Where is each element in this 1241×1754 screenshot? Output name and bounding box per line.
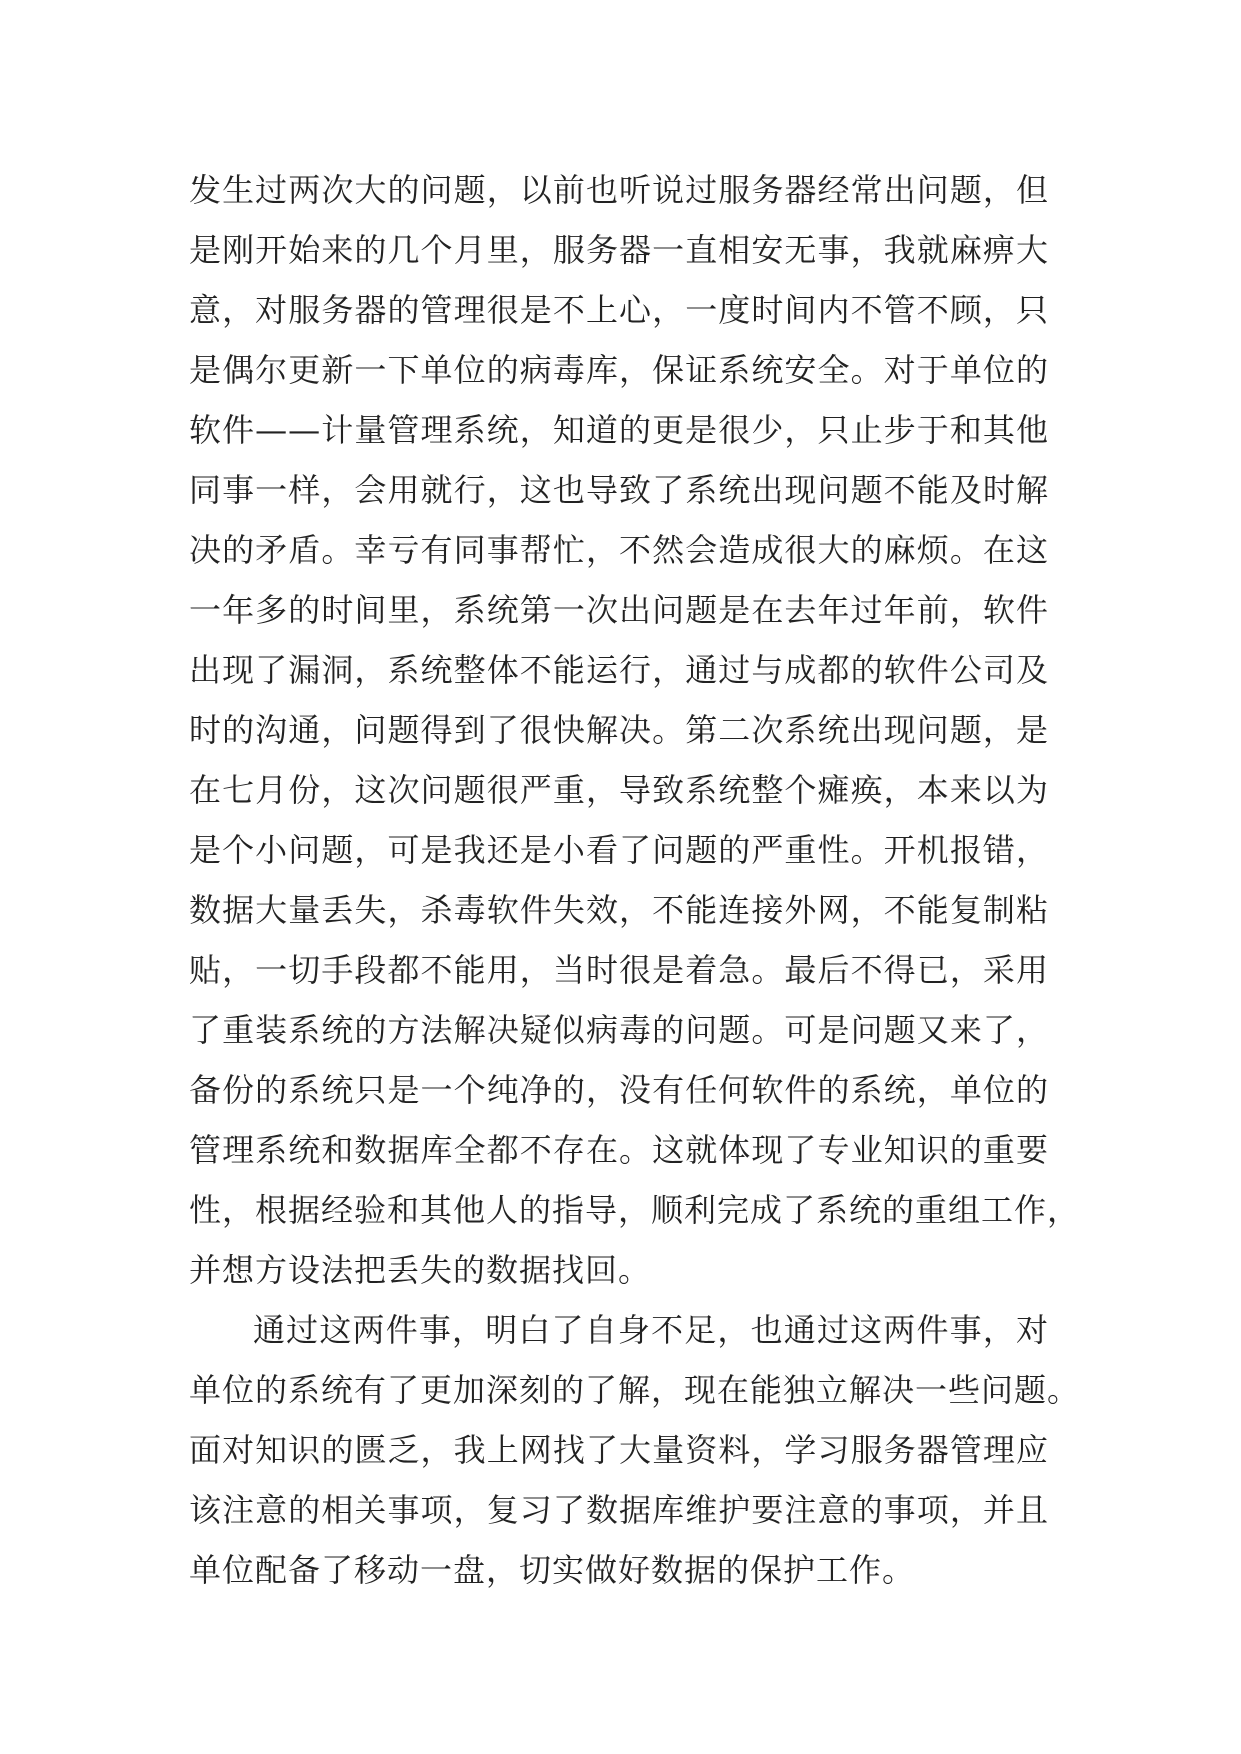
- paragraph-line: 出现了漏洞，系统整体不能运行，通过与成都的软件公司及: [189, 651, 1049, 689]
- paragraph-line: 面对知识的匮乏，我上网找了大量资料，学习服务器管理应: [189, 1431, 1049, 1469]
- paragraph-line: 单位的系统有了更加深刻的了解，现在能独立解决一些问题。: [189, 1371, 1081, 1409]
- paragraph-line: 一年多的时间里，系统第一次出问题是在去年过年前，软件: [189, 591, 1049, 629]
- document-body: [189, 160, 1081, 1600]
- paragraph-line: 是偶尔更新一下单位的病毒库，保证系统安全。对于单位的: [189, 351, 1049, 389]
- paragraph-line: 是个小问题，可是我还是小看了问题的严重性。开机报错，: [189, 831, 1049, 869]
- paragraph-line: 意，对服务器的管理很是不上心，一度时间内不管不顾，只: [189, 291, 1049, 329]
- paragraph-line: 在七月份，这次问题很严重，导致系统整个瘫痪，本来以为: [189, 771, 1049, 809]
- paragraph-line: 备份的系统只是一个纯净的，没有任何软件的系统，单位的: [189, 1071, 1049, 1109]
- paragraph-line: 贴，一切手段都不能用，当时很是着急。最后不得已，采用: [189, 951, 1049, 989]
- paragraph-line: 发生过两次大的问题，以前也听说过服务器经常出问题，但: [189, 171, 1049, 209]
- paragraph-2: [189, 1300, 1081, 1600]
- paragraph-line: 决的矛盾。幸亏有同事帮忙，不然会造成很大的麻烦。在这: [189, 531, 1049, 569]
- paragraph-1: [189, 160, 1081, 1300]
- paragraph-line: 了重装系统的方法解决疑似病毒的问题。可是问题又来了，: [189, 1011, 1049, 1049]
- paragraph-line: 单位配备了移动一盘，切实做好数据的保护工作。: [189, 1551, 916, 1589]
- paragraph-line: 同事一样，会用就行，这也导致了系统出现问题不能及时解: [189, 471, 1049, 509]
- paragraph-line: 管理系统和数据库全都不存在。这就体现了专业知识的重要: [189, 1131, 1049, 1169]
- paragraph-line: 数据大量丢失，杀毒软件失效，不能连接外网，不能复制粘: [189, 891, 1049, 929]
- paragraph-line: 是刚开始来的几个月里，服务器一直相安无事，我就麻痹大: [189, 231, 1049, 269]
- paragraph-line: 并想方设法把丢失的数据找回。: [189, 1251, 652, 1289]
- paragraph-line: 通过这两件事，明白了自身不足，也通过这两件事，对: [253, 1311, 1049, 1349]
- paragraph-line: 时的沟通，问题得到了很快解决。第二次系统出现问题，是: [189, 711, 1049, 749]
- paragraph-line: 该注意的相关事项，复习了数据库维护要注意的事项，并且: [189, 1491, 1049, 1529]
- paragraph-line: 软件——计量管理系统，知道的更是很少，只止步于和其他: [189, 411, 1049, 449]
- paragraph-line: 性，根据经验和其他人的指导，顺利完成了系统的重组工作，: [189, 1191, 1081, 1229]
